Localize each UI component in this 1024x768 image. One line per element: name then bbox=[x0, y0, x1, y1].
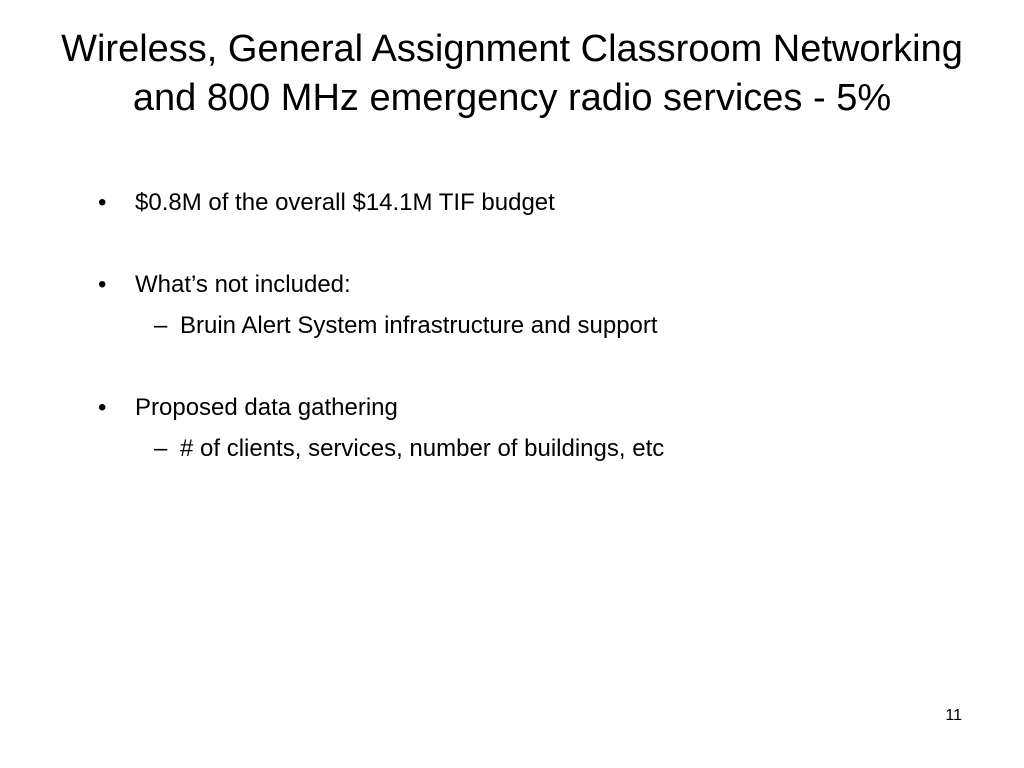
bullet-text: $0.8M of the overall $14.1M TIF budget bbox=[135, 189, 555, 216]
bullet-text: What’s not included: bbox=[135, 271, 351, 298]
dash-icon: – bbox=[154, 312, 168, 339]
bullet-icon: • bbox=[98, 394, 107, 421]
page-number: 11 bbox=[945, 707, 962, 724]
bullet-text: Proposed data gathering bbox=[135, 394, 398, 421]
bullet-icon: • bbox=[98, 271, 107, 298]
slide-title-line-1: Wireless, General Assignment Classroom Networking bbox=[61, 28, 963, 70]
dash-icon: – bbox=[154, 435, 168, 462]
sub-bullet-text: # of clients, services, number of buildings, etc bbox=[180, 435, 665, 462]
slide-title-line-2: and 800 MHz emergency radio services - 5% bbox=[132, 77, 892, 119]
sub-bullet-text: Bruin Alert System infrastructure and support bbox=[180, 312, 658, 339]
slide-title bbox=[20, 25, 1004, 123]
bullet-icon: • bbox=[98, 189, 107, 216]
